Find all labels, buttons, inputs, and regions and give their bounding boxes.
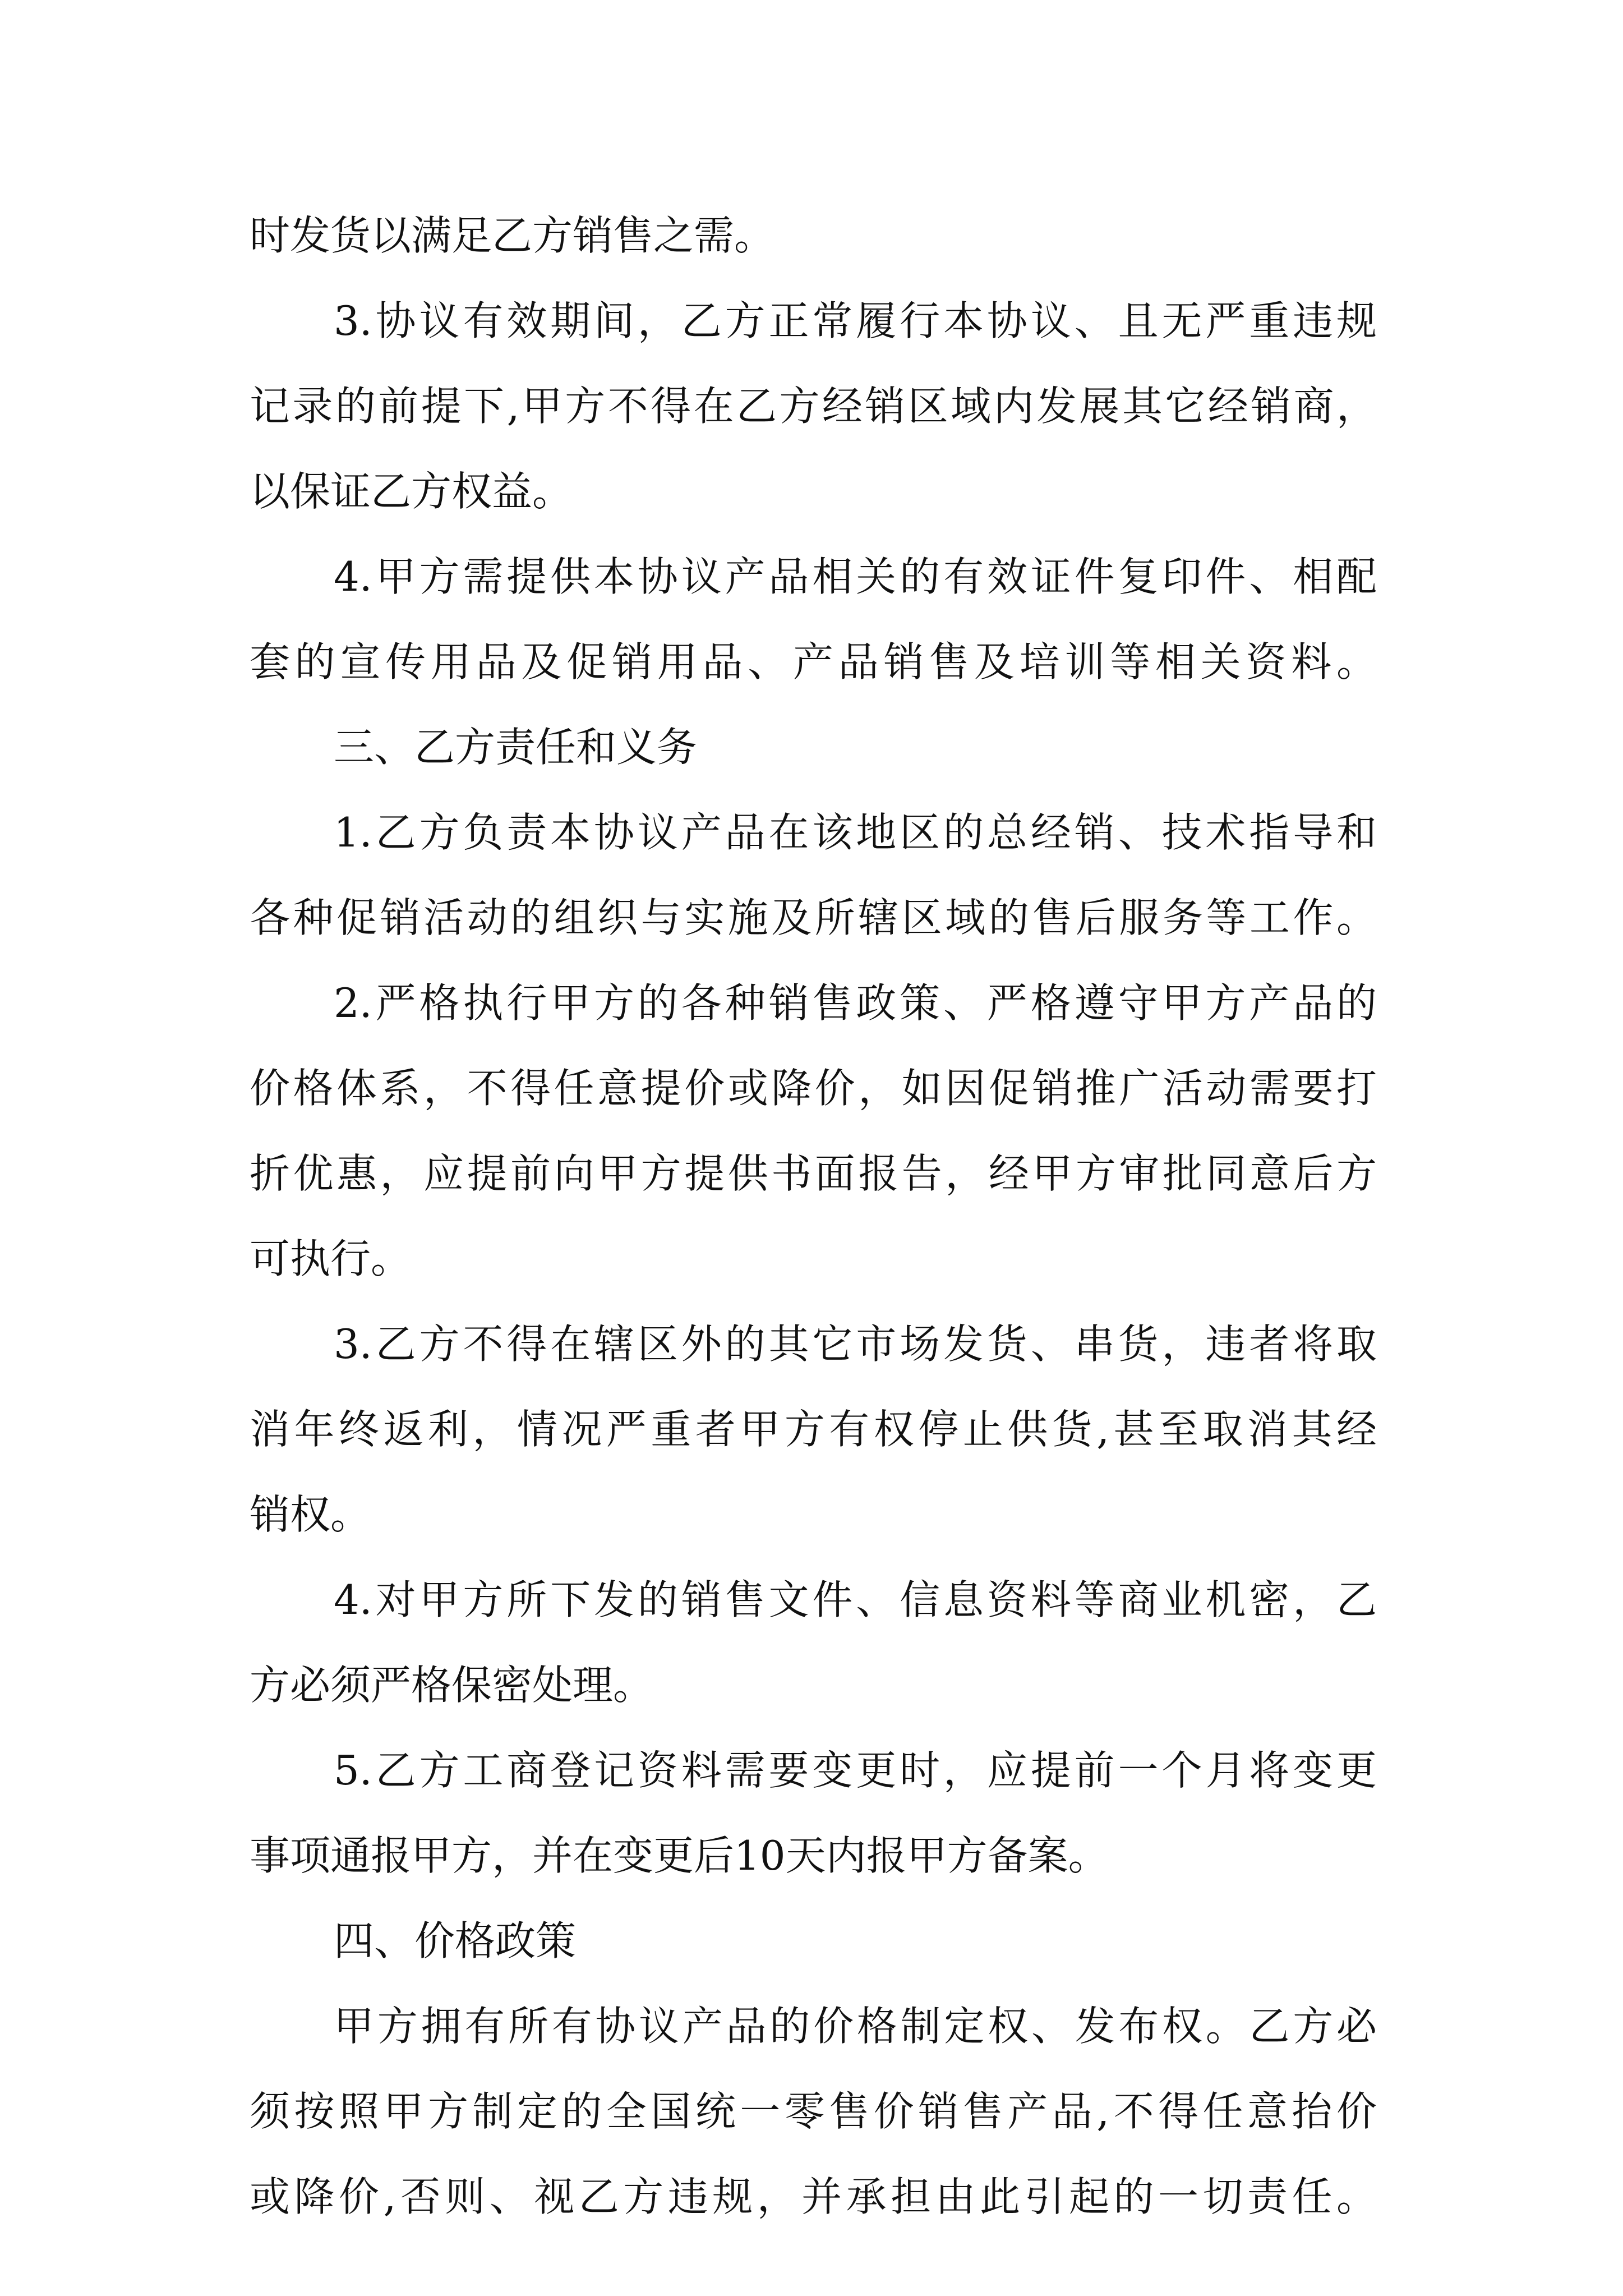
paragraph-line: 以保证乙方权益。 (250, 468, 573, 515)
paragraph-line: 3.协议有效期间，乙方正常履行本协议、且无严重违规 (334, 297, 1377, 344)
paragraph-line: 销权。 (250, 1491, 371, 1538)
paragraph-line: 折优惠，应提前向甲方提供书面报告，经甲方审批同意后方 (250, 1150, 1377, 1197)
paragraph-line: 4.对甲方所下发的销售文件、信息资料等商业机密，乙 (334, 1576, 1377, 1623)
paragraph-line: 须按照甲方制定的全国统一零售价销售产品,不得任意抬价 (250, 2088, 1377, 2135)
paragraph-line: 时发货以满足乙方销售之需。 (250, 212, 775, 259)
paragraph-line: 可执行。 (250, 1235, 412, 1282)
paragraph-line: 记录的前提下,甲方不得在乙方经销区域内发展其它经销商， (250, 383, 1377, 430)
paragraph-line: 5.乙方工商登记资料需要变更时，应提前一个月将变更 (334, 1747, 1377, 1794)
paragraph-line: 2.严格执行甲方的各种销售政策、严格遵守甲方产品的 (334, 979, 1377, 1027)
paragraph-line: 1.乙方负责本协议产品在该地区的总经销、技术指导和 (334, 809, 1377, 856)
paragraph-line: 事项通报甲方，并在变更后10天内报甲方备案。 (250, 1832, 1109, 1879)
section-heading: 四、价格政策 (334, 1917, 577, 1964)
paragraph-line: 各种促销活动的组织与实施及所辖区域的售后服务等工作。 (250, 894, 1377, 941)
paragraph-line: 或降价,否则、视乙方违规，并承担由此引起的一切责任。 (250, 2173, 1377, 2220)
section-heading: 三、乙方责任和义务 (334, 724, 698, 771)
paragraph-line: 消年终返利，情况严重者甲方有权停止供货,甚至取消其经 (250, 1406, 1377, 1453)
paragraph-line: 价格体系，不得任意提价或降价，如因促销推广活动需要打 (250, 1065, 1377, 1112)
paragraph-line: 套的宣传用品及促销用品、产品销售及培训等相关资料。 (250, 638, 1377, 685)
paragraph-line: 甲方拥有所有协议产品的价格制定权、发布权。乙方必 (334, 2003, 1377, 2050)
paragraph-line: 4.甲方需提供本协议产品相关的有效证件复印件、相配 (334, 553, 1377, 600)
paragraph-line: 方必须严格保密处理。 (250, 1662, 654, 1709)
paragraph-line: 3.乙方不得在辖区外的其它市场发货、串货，违者将取 (334, 1320, 1377, 1368)
